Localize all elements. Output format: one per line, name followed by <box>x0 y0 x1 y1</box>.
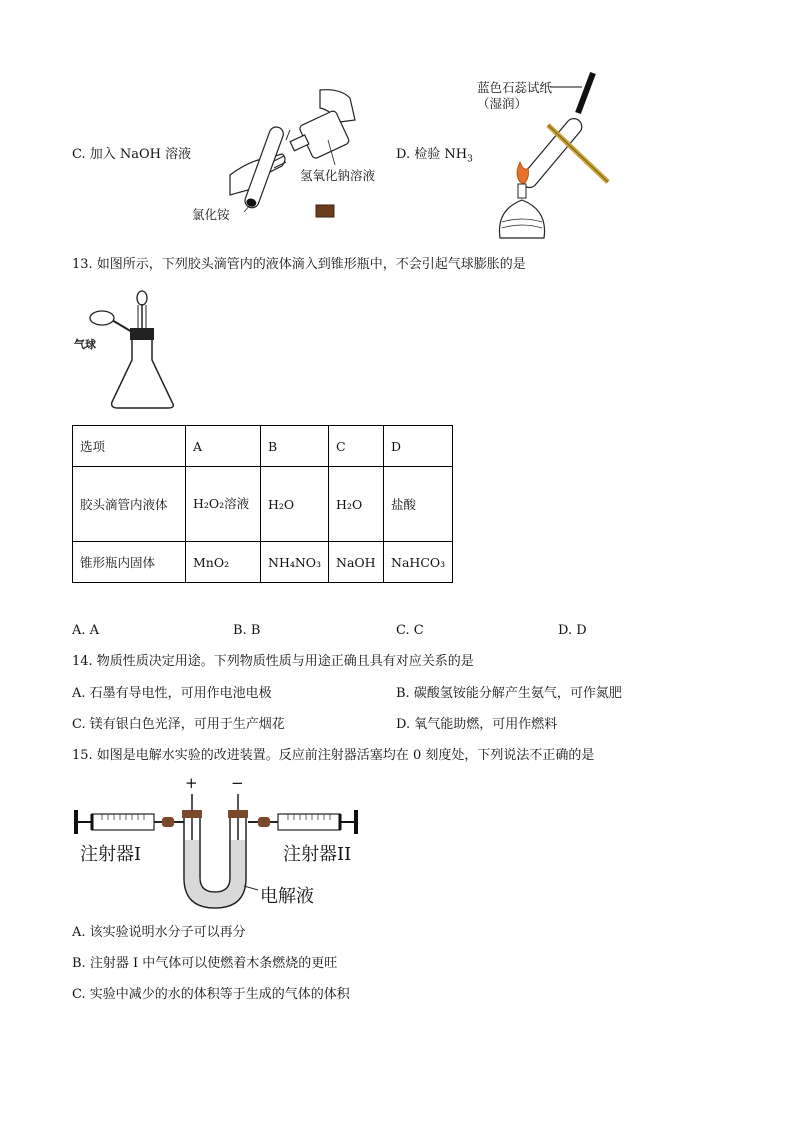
table-cell: A <box>186 426 261 467</box>
table-cell: H₂O <box>261 467 329 542</box>
q14-choice-c: C. 镁有银白色光泽，可用于生产烟花 <box>72 717 285 732</box>
q13-choice-b: B. B <box>233 623 261 638</box>
q15-choice-a: A. 该实验说明水分子可以再分 <box>72 925 246 940</box>
label-moistened: （湿润） <box>477 96 528 111</box>
label-electrolyte: 电解液 <box>260 886 314 907</box>
q15-choice-b: B. 注射器 I 中气体可以使燃着木条燃烧的更旺 <box>72 956 338 971</box>
q15-stem: 15. 如图是电解水实验的改进装置。反应前注射器活塞均在 0 刻度处，下列说法不正确的是 <box>72 748 595 763</box>
table-row <box>73 467 453 542</box>
table-cell: 锥形瓶内固体 <box>73 542 186 583</box>
q13-choice-a: A. A <box>72 623 100 638</box>
q14-choice-d: D. 氧气能助燃，可用作燃料 <box>396 717 558 732</box>
label-blue-litmus-paper: 蓝色石蕊试纸 <box>477 80 553 95</box>
table-cell: C <box>329 426 384 467</box>
label-plus-electrode: + <box>185 774 198 792</box>
label-ammonium-chloride: 氯化铵 <box>192 207 230 222</box>
table-cell: 选项 <box>73 426 186 467</box>
table-cell: H₂O₂溶液 <box>186 467 261 542</box>
naoh-addition-figure <box>190 80 380 225</box>
q12-option-c: C. 加入 NaOH 溶液 <box>72 147 192 162</box>
table-cell: D <box>384 426 453 467</box>
q13-choice-d: D. D <box>558 623 587 638</box>
table-cell: NaOH <box>329 542 384 583</box>
label-syringe-2: 注射器II <box>283 844 352 865</box>
q14-choice-a: A. 石墨有导电性，可用作电池电极 <box>72 686 272 701</box>
label-balloon: 气球 <box>74 338 96 351</box>
q12-option-d: D. 检验 $NH_3$ <box>396 147 473 165</box>
table-row <box>73 426 453 467</box>
table-cell: NH₄NO₃ <box>261 542 329 583</box>
q14-stem: 14. 物质性质决定用途。下列物质性质与用途正确且具有对应关系的是 <box>72 654 474 669</box>
q13-stem: 13. 如图所示，下列胶头滴管内的液体滴入到锥形瓶中，不会引起气球膨胀的是 <box>72 257 526 272</box>
table-cell: H₂O <box>329 467 384 542</box>
table-cell: NaHCO₃ <box>384 542 453 583</box>
table-row <box>73 542 453 583</box>
q14-choice-b: B. 碳酸氢铵能分解产生氨气，可作氮肥 <box>396 686 622 701</box>
q15-choice-c: C. 实验中减少的水的体积等于生成的气体的体积 <box>72 987 350 1002</box>
table-cell: B <box>261 426 329 467</box>
options-table <box>72 425 453 583</box>
label-minus-electrode: − <box>231 774 244 792</box>
table-cell: MnO₂ <box>186 542 261 583</box>
q13-choice-c: C. C <box>396 623 424 638</box>
label-syringe-1: 注射器I <box>80 844 142 865</box>
nh3-test-figure <box>490 70 615 240</box>
table-cell: 胶头滴管内液体 <box>73 467 186 542</box>
label-naoh-solution: 氢氧化钠溶液 <box>300 168 376 183</box>
table-cell: 盐酸 <box>384 467 453 542</box>
